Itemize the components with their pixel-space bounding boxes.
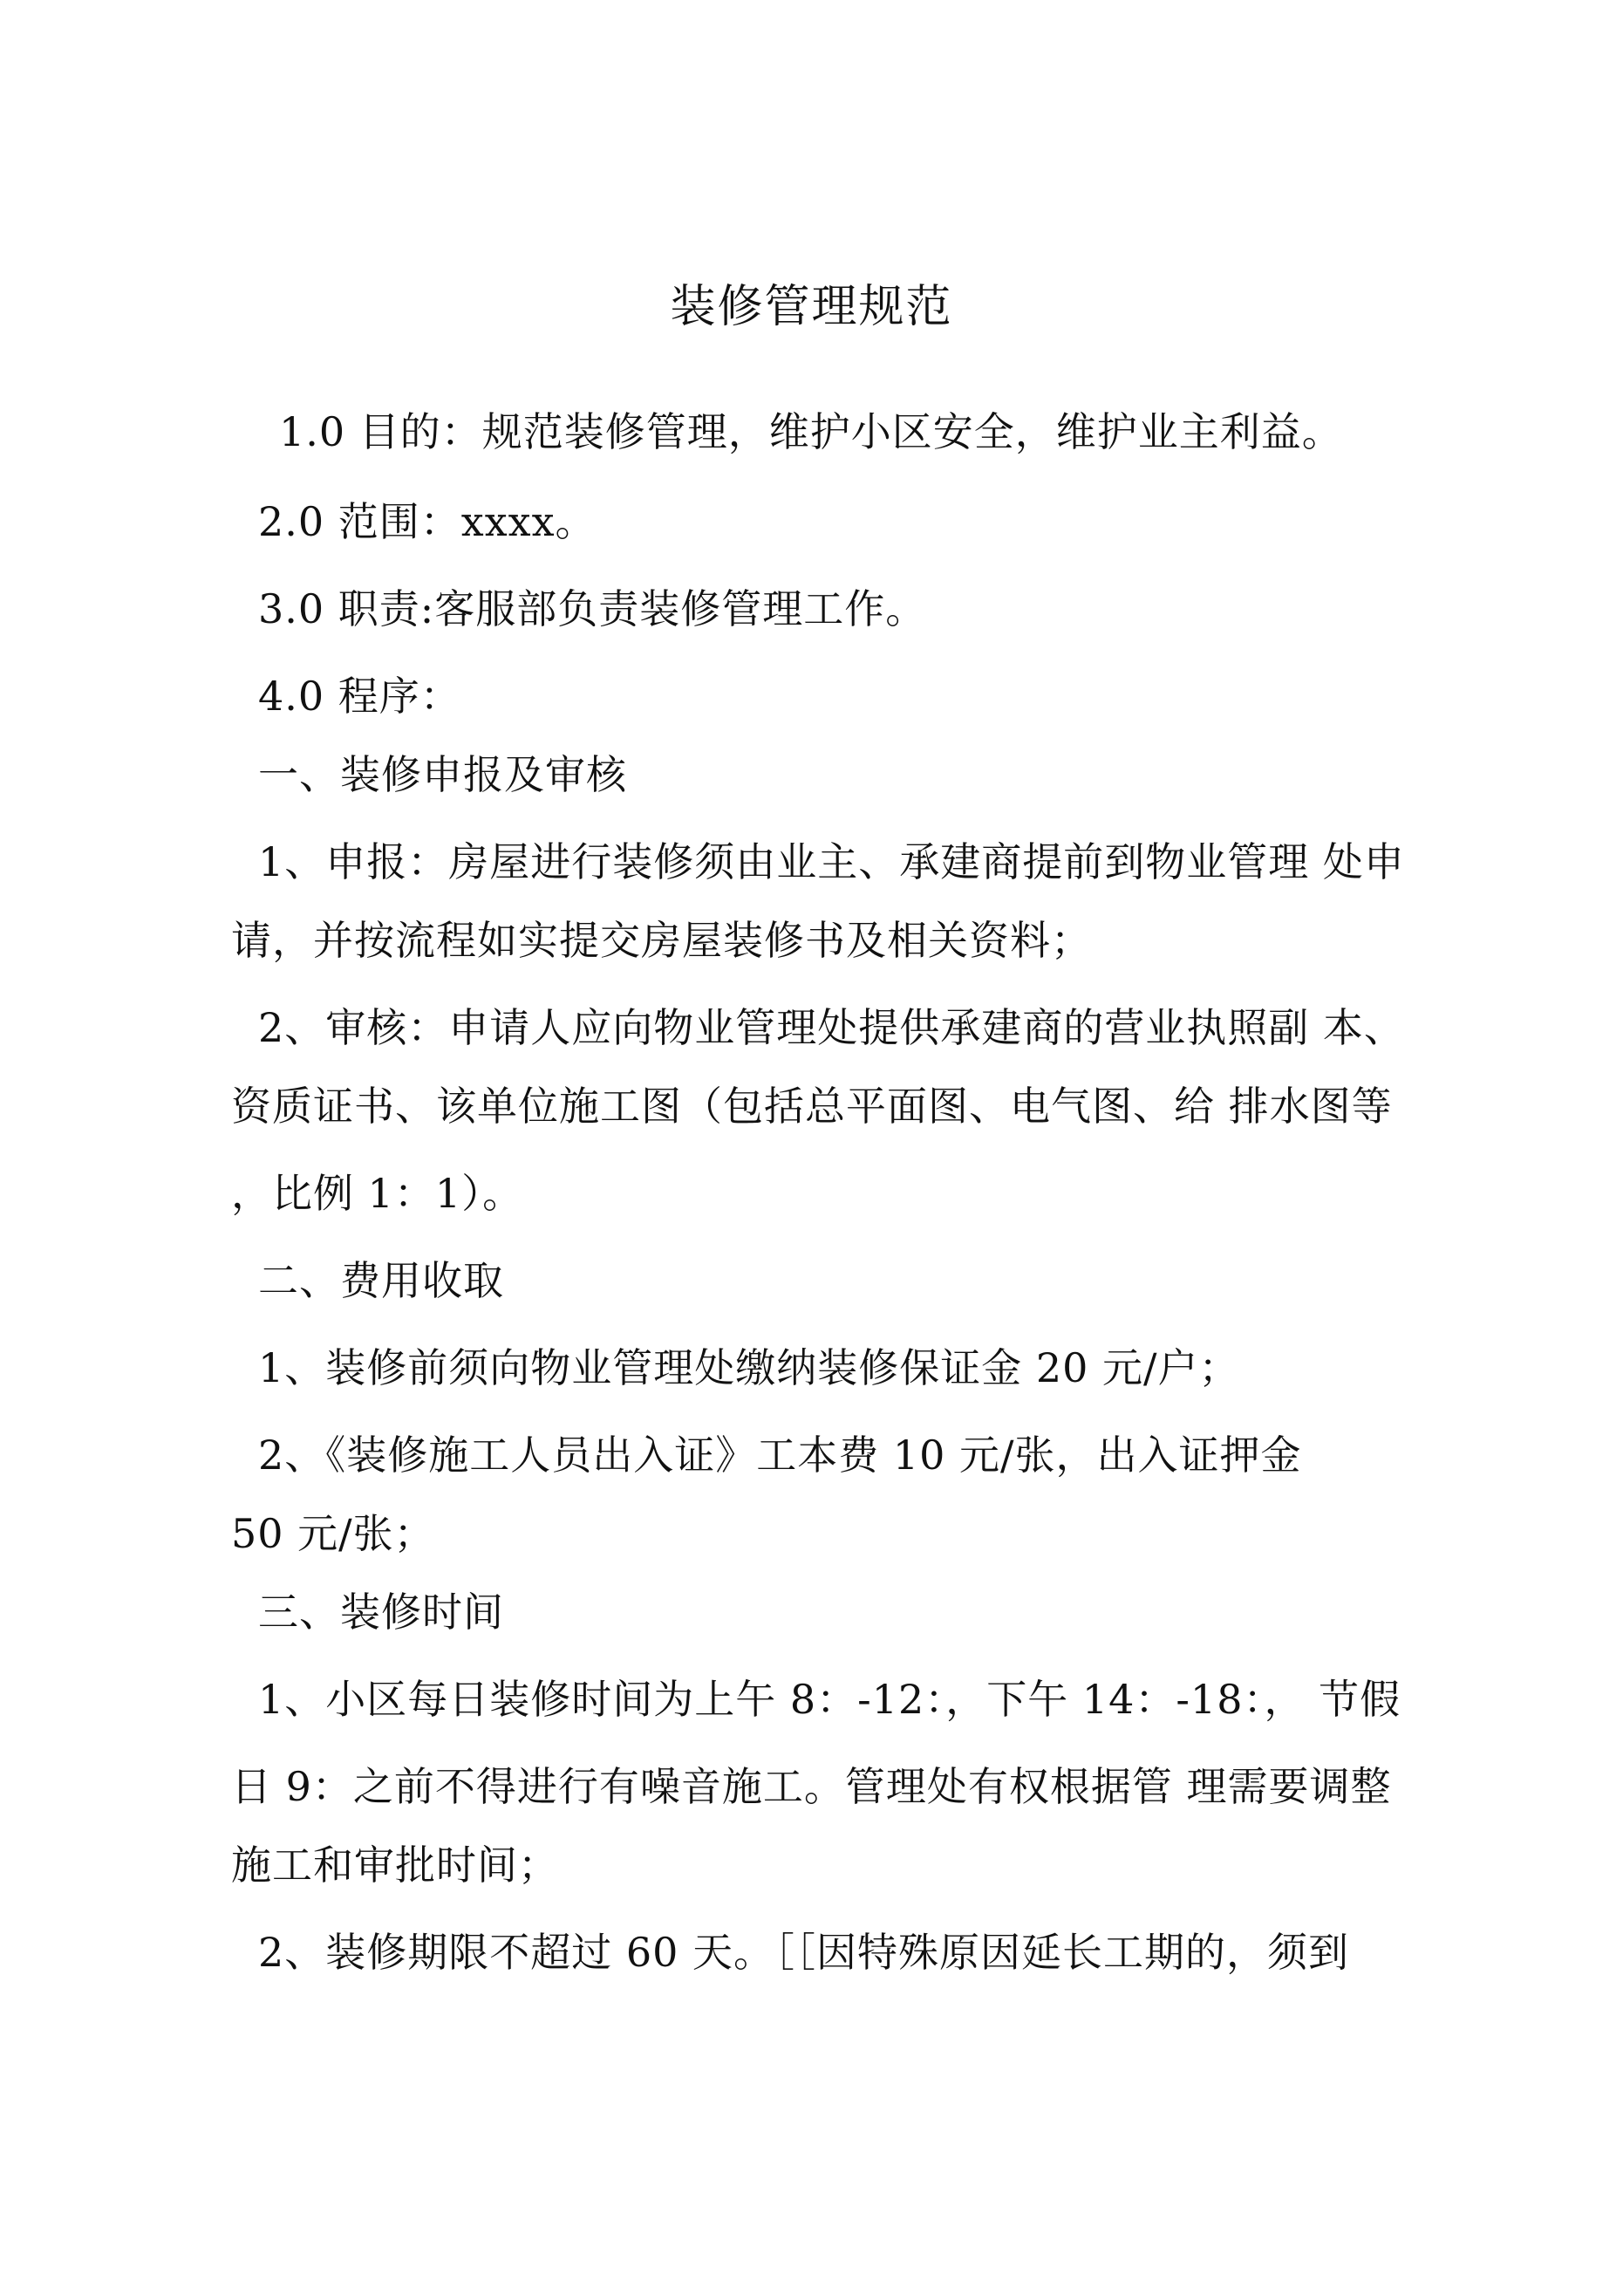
purpose-line: 1.0 目的：规范装修管理，维护小区安全，维护业主利益。: [279, 408, 1343, 455]
paragraph-line: 资质证书、该单位施工图（包括总平面图、电气图、给 排水图等: [231, 1083, 1393, 1130]
procedure-line: 4.0 程序：: [258, 673, 461, 720]
paragraph-line: 2、审核：申请人应向物业管理处提供承建商的营业执照副 本、: [258, 1004, 1405, 1051]
section-heading-fees: 二、费用收取: [258, 1257, 504, 1304]
paragraph-line: 1、申报：房屋进行装修须由业主、承建商提前到物业管理 处申: [258, 838, 1405, 885]
responsibility-line: 3.0 职责:客服部负责装修管理工作。: [258, 585, 927, 632]
paragraph-line: 施工和审批时间；: [231, 1842, 559, 1889]
paragraph-line: 1、装修前须向物业管理处缴纳装修保证金 20 元/户；: [258, 1344, 1240, 1391]
paragraph-line: 请，并按流程如实提交房屋装修书及相关资料；: [231, 917, 1092, 964]
paragraph-line: 2、《装修施工人员出入证》工本费 10 元/张，出入证押金: [258, 1432, 1302, 1479]
section-heading-time: 三、装修时间: [258, 1589, 504, 1636]
document-title: 装修管理规范: [670, 281, 953, 333]
paragraph-line: 2、装修期限不超过 60 天。［［因特殊原因延长工期的，须到: [258, 1929, 1350, 1976]
scope-line: 2.0 范围：xxxx。: [258, 498, 597, 545]
section-heading-application: 一、装修申报及审核: [258, 751, 627, 798]
paragraph-line: 日 9：之前不得进行有噪音施工。管理处有权根据管 理需要调整: [231, 1763, 1392, 1810]
paragraph-line: 1、小区每日装修时间为上午 8：-12：，下午 14：-18：， 节假: [258, 1676, 1401, 1723]
paragraph-line: ，比例 1：1）。: [231, 1170, 524, 1217]
paragraph-line: 50 元/张；: [231, 1510, 435, 1557]
